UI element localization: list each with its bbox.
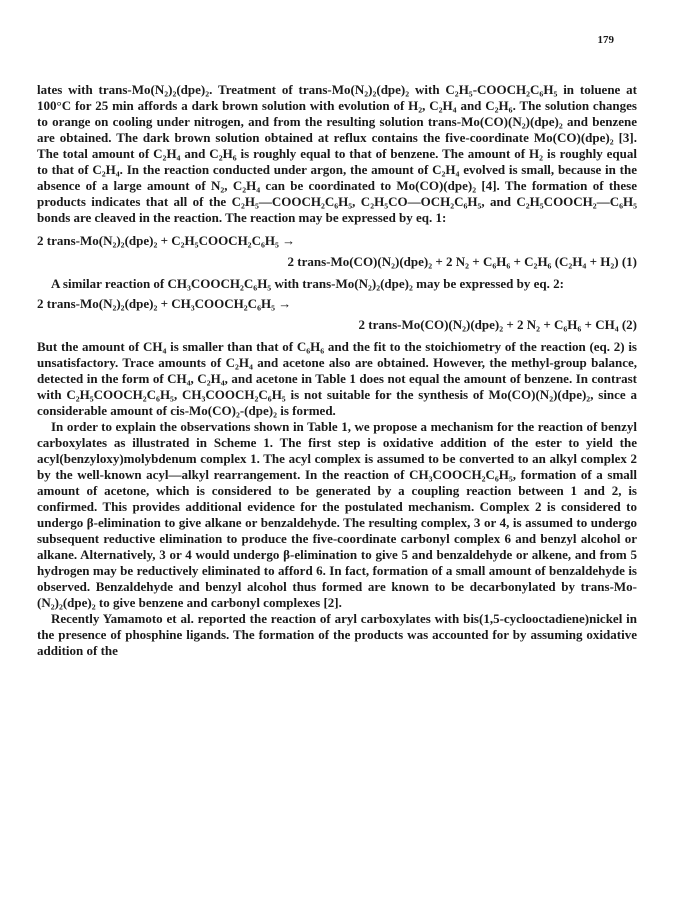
page-number: 179 bbox=[597, 34, 614, 46]
paragraph-4: In order to explain the observations shown in Table 1, we propose a mechanism for the reaction of benzyl carboxylates as illustrated in Scheme 1. The first step is oxidative addition of the ester to yield the acyl(benzyloxy)molybdenum complex 1. The acyl complex is assumed to be converted to an alkyl complex 2 by the well-known acyl—alkyl rearrangement. In the reaction of CH₃COOCH₂C₆H₅, formation of a small amount of acetone, which is considered to be generated by a coupling reaction between 1 and 2, is confirmed. This provides additional evidence for the postulated mechanism. Complex 2 is considered to undergo β-elimination to give alkane or benzaldehyde. The resulting complex, 3 or 4, is assumed to undergo subsequent reductive elimination to produce the five-coordinate carbonyl complex 6 and benzyl alcohol or alkane. Alternatively, 3 or 4 would undergo β-elimination to give 5 and benzaldehyde or alkene, and from 5 hydrogen may be reductively eliminated to afford 6. In fact, formation of a small amount of benzaldehyde is observed. Benzaldehyde and benzyl alcohol thus formed are known to be decarbonylated by trans-Mo-(N₂)₂(dpe)₂ to give benzene and carbonyl complexes [2]. bbox=[37, 419, 637, 610]
equation-1-lhs: 2 trans-Mo(N₂)₂(dpe)₂ + C₂H₅COOCH₂C₆H₅ → bbox=[37, 233, 296, 248]
paragraph-5: Recently Yamamoto et al. reported the reaction of aryl carboxylates with bis(1,5-cyclooctadiene)nickel in the presence of phosphine ligands. The formation of the products was accounted for by assuming oxidative addition of the bbox=[37, 611, 637, 658]
equation-2-lhs: 2 trans-Mo(N₂)₂(dpe)₂ + CH₃COOCH₂C₆H₅ → bbox=[37, 296, 292, 311]
equation-2-rhs: 2 trans-Mo(CO)(N₂)(dpe)₂ + 2 N₂ + C₆H₆ + CH₄ (2) bbox=[358, 317, 637, 332]
paragraph-1: lates with trans-Mo(N₂)₂(dpe)₂. Treatment of trans-Mo(N₂)₂(dpe)₂ with C₂H₅-COOCH₂C₆H₅ in toluene at 100°C for 25 min affords a dark brown solution with evolution of H₂, C₂H₄ and C₂H₆. The solution changes to orange on cooling under nitrogen, and from the resulting solution trans-Mo(CO)(N₂)(dpe)₂ and benzene are obtained. The dark brown solution obtained at reflux contains the five-coordinate Mo(CO)(dpe)₂ [3]. The total amount of C₂H₄ and C₂H₆ is roughly equal to that of benzene. The amount of H₂ is roughly equal to that of C₂H₄. In the reaction conducted under argon, the amount of C₂H₄ evolved is small, because in the absence of a large amount of N₂, C₂H₄ can be coordinated to Mo(CO)(dpe)₂ [4]. The formation of these products indicates that all of the C₂H₅—COOCH₂C₆H₅, C₂H₅CO—OCH₂C₆H₅, and C₂H₅COOCH₂—C₆H₅ bonds are cleaved in the reaction. The reaction may be expressed by eq. 1: bbox=[37, 82, 637, 225]
paragraph-3: But the amount of CH₄ is smaller than that of C₆H₆ and the fit to the stoichiometry of the reaction (eq. 2) is unsatisfactory. Trace amounts of C₂H₄ and acetone also are obtained. However, the methyl-group balance, detected in the form of CH₄, C₂H₄, and acetone in Table 1 does not equal the amount of benzene. In contrast with C₂H₅COOCH₂C₆H₅, CH₃COOCH₂C₆H₅ is not suitable for the synthesis of Mo(CO)(N₂)(dpe)₂, since a considerable amount of cis-Mo(CO)₂-(dpe)₂ is formed. bbox=[37, 339, 637, 418]
equation-1-rhs: 2 trans-Mo(CO)(N₂)(dpe)₂ + 2 N₂ + C₆H₆ + C₂H₆ (C₂H₄ + H₂) (1) bbox=[287, 254, 637, 269]
paragraph-2: A similar reaction of CH₃COOCH₂C₆H₅ with trans-Mo(N₂)₂(dpe)₂ may be expressed by eq. 2: bbox=[51, 276, 564, 291]
article-body bbox=[37, 82, 637, 659]
